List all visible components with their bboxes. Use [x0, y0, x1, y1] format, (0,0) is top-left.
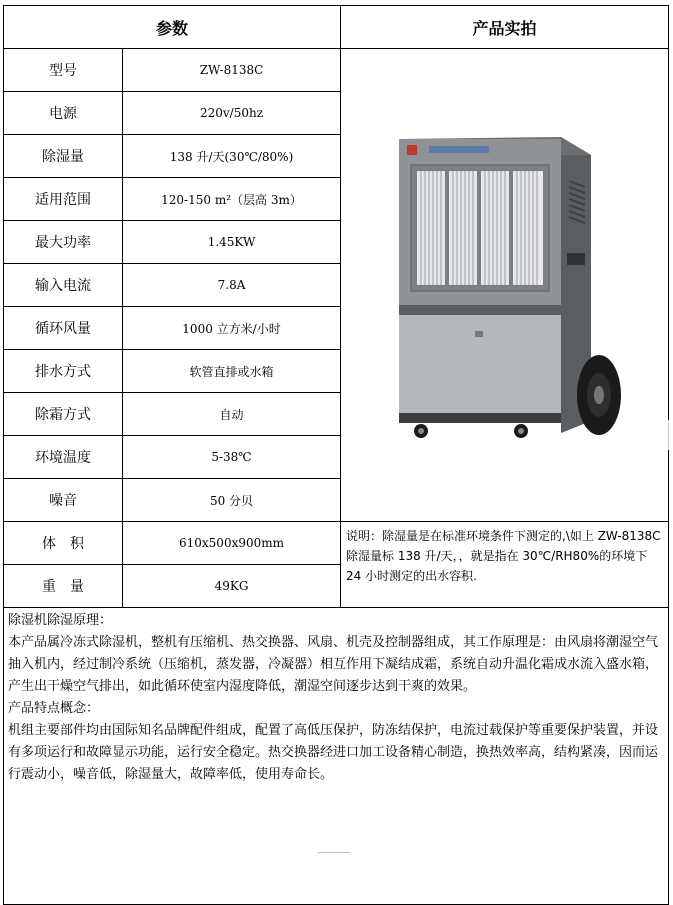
note-text: 说明：除湿量是在标准环境条件下测定的,\如上 ZW-8138C 除湿量标 138 升/天，，就是指在 30℃/RH80%的环境下 24 小时测定的出水容积.	[341, 522, 669, 608]
photo-header: 产品实拍	[341, 6, 669, 49]
features-text: 机组主要部件均由国际知名品牌配件组成，配置了高低压保护，防冻结保护，电流过载保护等重要保护装置，并设有多项运行和故障显示功能，运行安全稳定。热交换器经进口加工设备精心制造，换热效率高，结构紧凑，因而运行震动小，噪音低，除湿量大，故障率低，使用寿命长。	[8, 723, 659, 782]
spec-value: 自动	[123, 393, 341, 436]
features-heading: 产品特点概念：	[8, 701, 100, 716]
spec-sheet	[3, 5, 668, 852]
spec-value: 49KG	[123, 565, 341, 608]
spec-label: 型号	[4, 49, 123, 92]
spec-value: 1000 立方米/小时	[123, 307, 341, 350]
spec-label: 体 积	[4, 522, 123, 565]
spec-value: 5-38℃	[123, 436, 341, 479]
spec-value: 软管直排或水箱	[123, 350, 341, 393]
spec-label: 环境温度	[4, 436, 123, 479]
water-tank-panel	[399, 315, 561, 413]
spec-table	[3, 5, 669, 905]
spec-label: 重 量	[4, 565, 123, 608]
spec-label: 除霜方式	[4, 393, 123, 436]
side-handle	[567, 253, 585, 265]
description-cell	[4, 608, 669, 905]
spec-value: ZW-8138C	[123, 49, 341, 92]
spec-row	[4, 522, 669, 565]
spec-value: 220v/50hz	[123, 92, 341, 135]
spec-value: 7.8A	[123, 264, 341, 307]
product-photo	[385, 125, 625, 445]
spec-row	[4, 49, 669, 92]
spec-value: 120-150 m²（层高 3m）	[123, 178, 341, 221]
tank-logo	[475, 331, 483, 337]
principle-text: 本产品属冷冻式除湿机，整机有压缩机、热交换器、风扇、机壳及控制器组成，其工作原理是：由风扇将潮湿空气抽入机内，经过制冷系统（压缩机，蒸发器，冷凝器）相互作用下凝结成霜，系统自动升温化霜成水流入盛水箱，产生出干燥空气排出，如此循环使室内湿度降低，潮湿空间逐步达到干爽的效果。	[8, 635, 659, 694]
spec-label: 适用范围	[4, 178, 123, 221]
spec-value: 1.45KW	[123, 221, 341, 264]
spec-label: 除湿量	[4, 135, 123, 178]
footer-mark	[318, 852, 350, 853]
spec-value: 50 分贝	[123, 479, 341, 522]
spec-value: 138 升/天(30℃/80%)	[123, 135, 341, 178]
side-mark	[668, 420, 669, 450]
spec-label: 噪音	[4, 479, 123, 522]
params-header: 参数	[4, 6, 341, 49]
spec-value: 610x500x900mm	[123, 522, 341, 565]
spec-label: 输入电流	[4, 264, 123, 307]
spec-label: 最大功率	[4, 221, 123, 264]
control-panel	[429, 146, 489, 153]
spec-label: 循环风量	[4, 307, 123, 350]
product-photo-cell	[341, 49, 669, 522]
unit-band	[399, 305, 561, 315]
spec-label: 电源	[4, 92, 123, 135]
principle-heading: 除湿机除湿原理：	[8, 613, 113, 628]
unit-base	[399, 413, 561, 423]
dehumidifier-image	[385, 125, 625, 445]
brand-logo	[407, 145, 417, 155]
spec-label: 排水方式	[4, 350, 123, 393]
